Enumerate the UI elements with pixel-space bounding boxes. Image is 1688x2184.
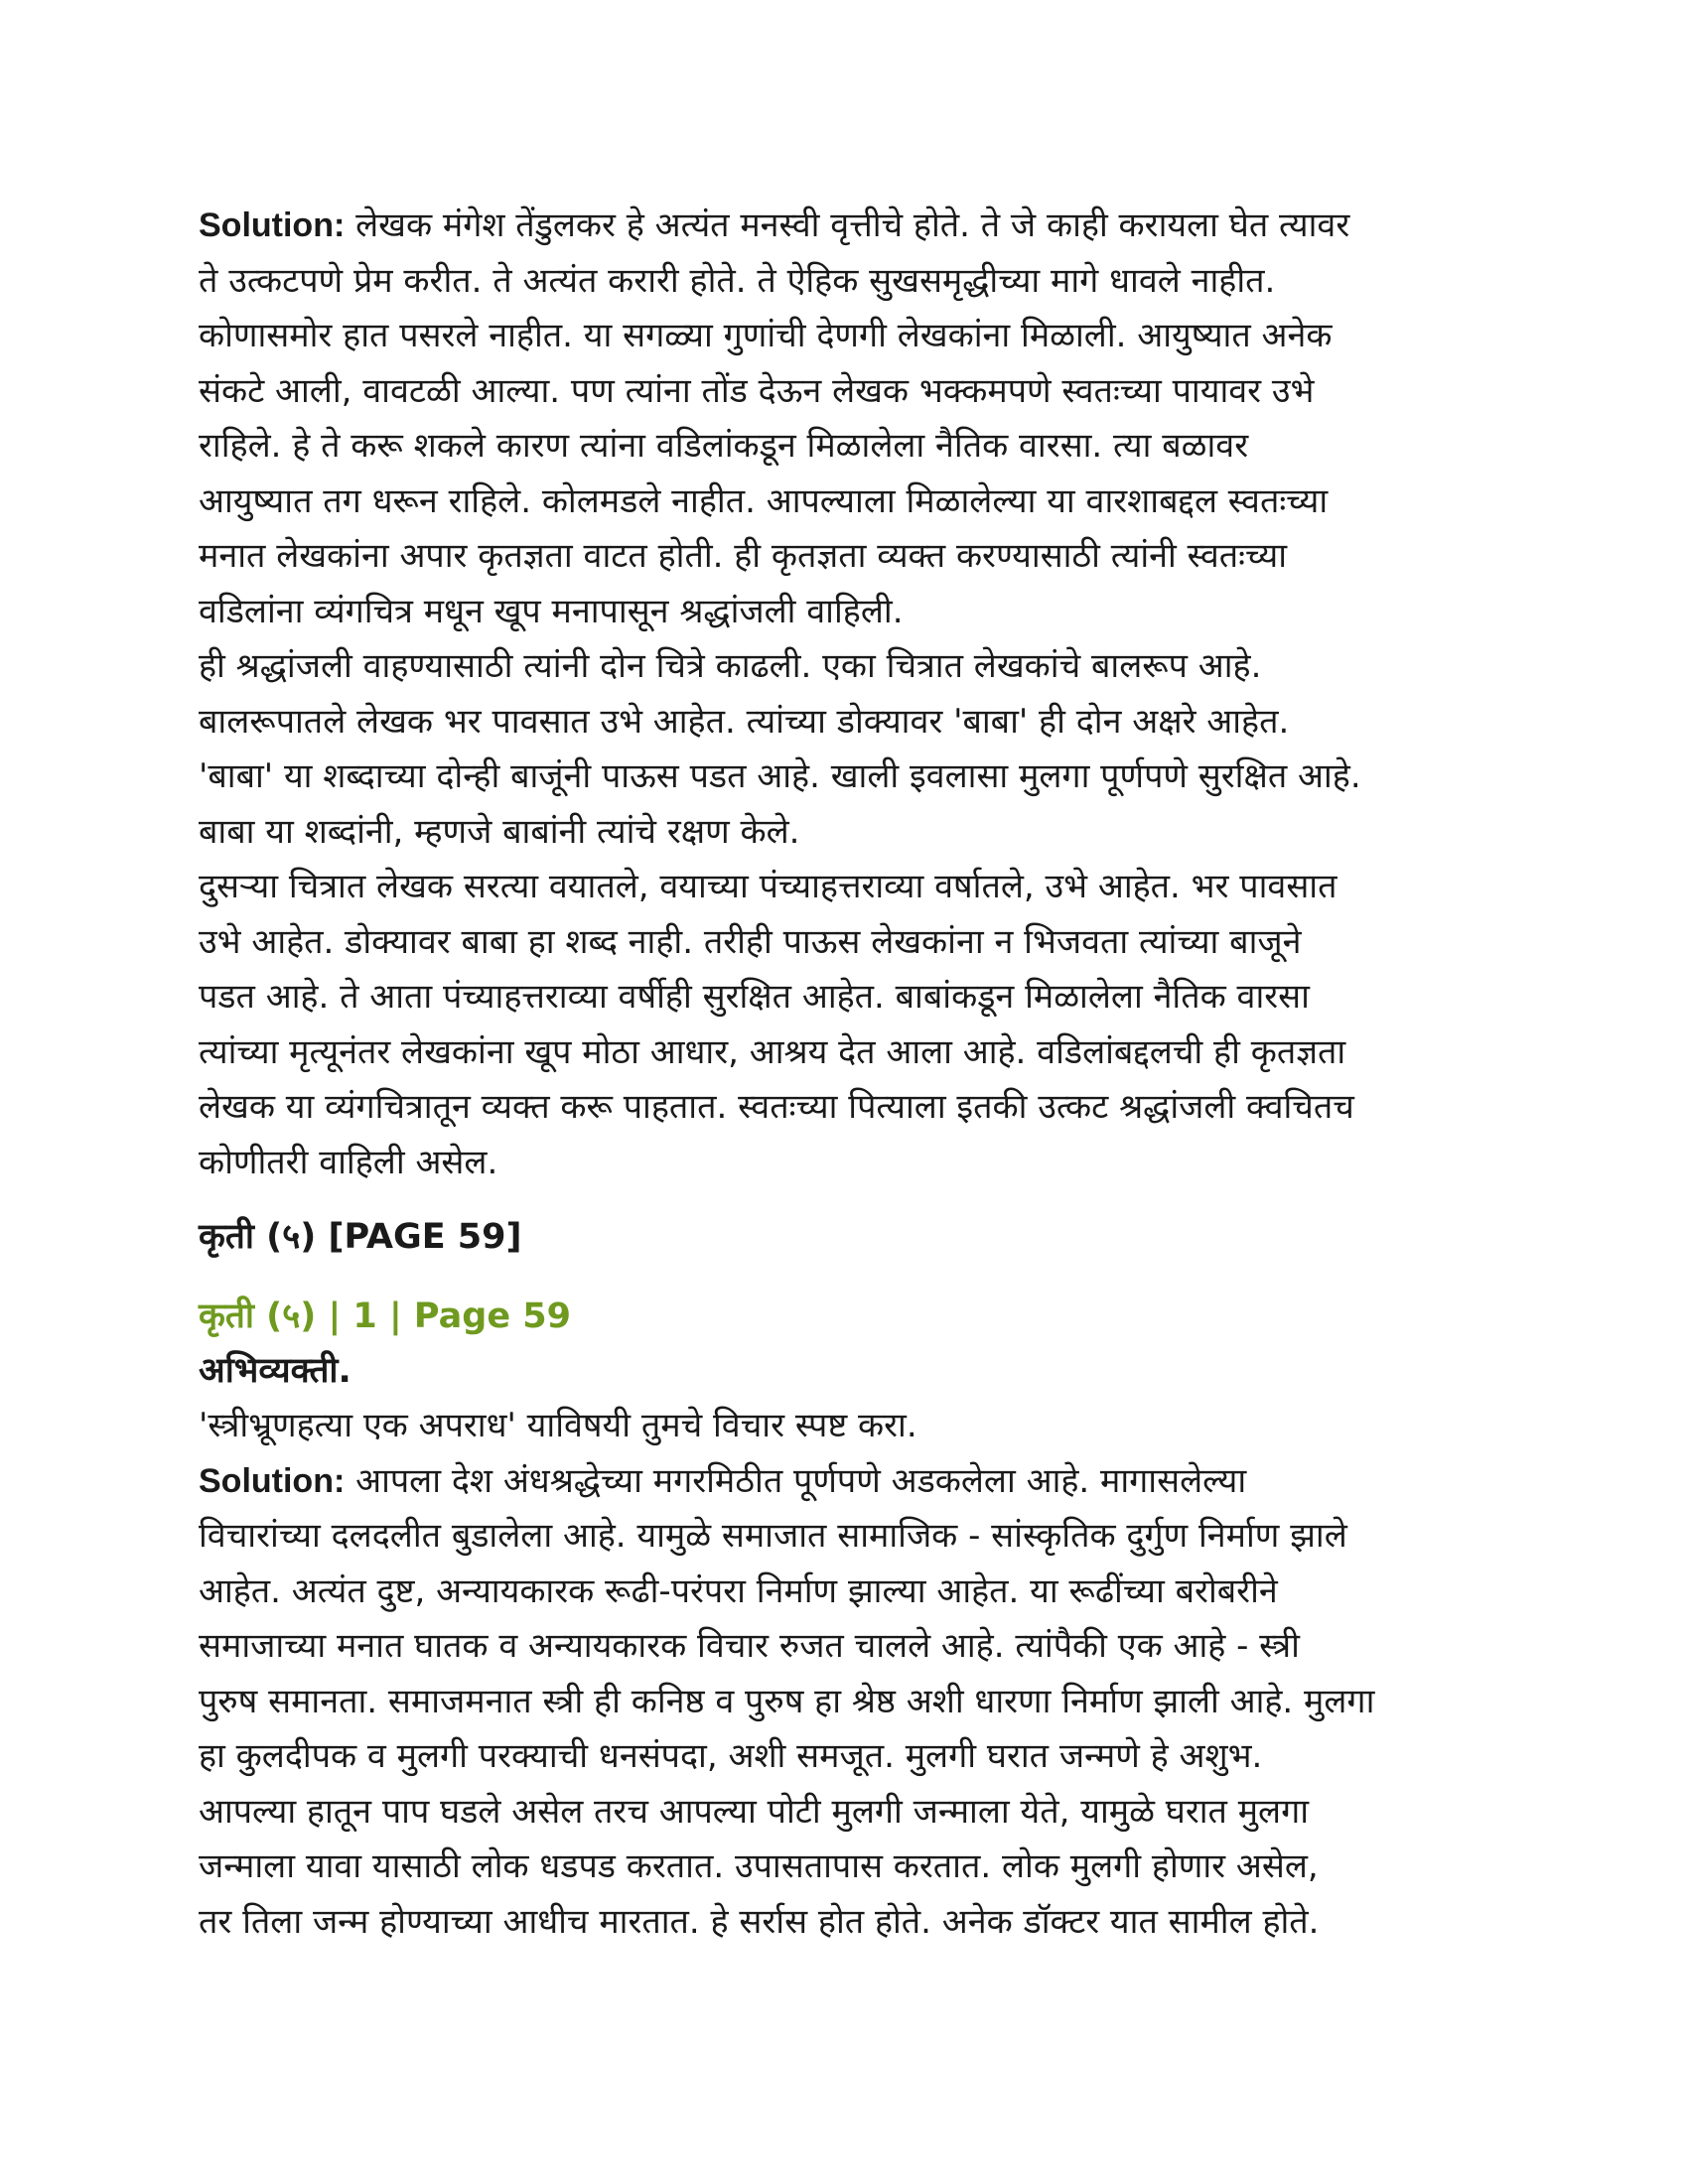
section-title: अभिव्यक्ती.: [199, 1351, 352, 1391]
solution-line: वडिलांना व्यंगचित्र मधून खूप मनापासून श्रद्धांजली वाहिली.: [199, 591, 904, 631]
solution-line: राहिले. हे ते करू शकले कारण त्यांना वडिलांकडून मिळालेला नैतिक वारसा. त्या बळावर: [199, 426, 1249, 466]
sub-heading: कृती (५) | 1 | Page 59: [199, 1297, 571, 1336]
solution-line: पुरुष समानता. समाजमनात स्त्री ही कनिष्ठ व पुरुष हा श्रेष्ठ अशी धारणा निर्माण झाली आहे. मुलगा: [199, 1681, 1375, 1721]
solution-line: समाजाच्या मनात घातक व अन्यायकारक विचार रुजत चालले आहे. त्यांपैकी एक आहे - स्त्री: [199, 1626, 1300, 1666]
solution-line: त्यांच्या मृत्यूनंतर लेखकांना खूप मोठा आधार, आश्रय देत आला आहे. वडिलांबद्दलची ही कृतज्ञता: [199, 1031, 1346, 1072]
section-heading: कृती (५) [PAGE 59]: [199, 1217, 522, 1257]
solution-line: 'बाबा' या शब्दाच्या दोन्ही बाजूंनी पाऊस पडत आहे. खाली इवलासा मुलगा पूर्णपणे सुरक्षित आहे.: [199, 756, 1361, 796]
solution-line: लेखक मंगेश तेंडुलकर हे अत्यंत मनस्वी वृत्तीचे होते. ते जे काही करायला घेत त्यावर: [355, 205, 1350, 245]
solution-line: विचारांच्या दलदलीत बुडालेला आहे. यामुळे समाजात सामाजिक - सांस्कृतिक दुर्गुण निर्माण झाले: [199, 1516, 1347, 1556]
solution-line: बाबा या शब्दांनी, म्हणजे बाबांनी त्यांचे रक्षण केले.: [199, 811, 800, 852]
solution-line: आपला देश अंधश्रद्धेच्या मगरमिठीत पूर्णपणे अडकलेला आहे. मागासलेल्या: [355, 1460, 1247, 1501]
solution-line: हा कुलदीपक व मुलगी परक्याची धनसंपदा, अशी समजूत. मुलगी घरात जन्मणे हे अशुभ.: [199, 1736, 1263, 1776]
solution-line: आहेत. अत्यंत दुष्ट, अन्यायकारक रूढी-परंपरा निर्माण झाल्या आहेत. या रूढींच्या बरोबरीने: [199, 1570, 1278, 1611]
solution-line: आयुष्यात तग धरून राहिले. कोलमडले नाहीत. आपल्याला मिळालेल्या या वारशाबद्दल स्वतःच्या: [199, 480, 1329, 521]
solution-paragraph-1: [199, 199, 1489, 1190]
solution-line: पडत आहे. ते आता पंच्याहत्तराव्या वर्षीही सुरक्षित आहेत. बाबांकडून मिळालेला नैतिक वारसा: [199, 977, 1310, 1017]
solution-line: कोणासमोर हात पसरले नाहीत. या सगळ्या गुणांची देणगी लेखकांना मिळाली. आयुष्यात अनेक: [199, 316, 1333, 355]
solution-line: कोणीतरी वाहिली असेल.: [199, 1142, 498, 1182]
solution-line: उभे आहेत. डोक्यावर बाबा हा शब्द नाही. तरीही पाऊस लेखकांना न भिजवता त्यांच्या बाजूने: [199, 921, 1302, 962]
solution-line: तर तिला जन्म होण्याच्या आधीच मारतात. हे सर्रास होत होते. अनेक डॉक्टर यात सामील होते.: [199, 1901, 1320, 1942]
solution-paragraph-2: [199, 1454, 1489, 1951]
solution-line: जन्माला यावा यासाठी लोक धडपड करतात. उपासतापास करतात. लोक मुलगी होणार असेल,: [199, 1846, 1319, 1886]
solution-line: लेखक या व्यंगचित्रातून व्यक्त करू पाहतात. स्वतःच्या पित्याला इतकी उत्कट श्रद्धांजली क्वचितच: [199, 1087, 1354, 1127]
solution-line: बालरूपातले लेखक भर पावसात उभे आहेत. त्यांच्या डोक्यावर 'बाबा' ही दोन अक्षरे आहेत.: [199, 701, 1290, 742]
solution-label: Solution:: [199, 206, 346, 244]
document-page: [199, 199, 1489, 1950]
solution-line: दुसऱ्या चित्रात लेखक सरत्या वयातले, वयाच्या पंच्याहत्तराव्या वर्षातले, उभे आहेत. भर पावसात: [199, 867, 1337, 906]
question-text: 'स्त्रीभ्रूणहत्या एक अपराध' याविषयी तुमचे विचार स्पष्ट करा.: [199, 1406, 917, 1445]
solution-line: मनात लेखकांना अपार कृतज्ञता वाटत होती. ही कृतज्ञता व्यक्त करण्यासाठी त्यांनी स्वतःच्या: [199, 536, 1288, 576]
solution-line: संकटे आली, वावटळी आल्या. पण त्यांना तोंड देऊन लेखक भक्कमपणे स्वतःच्या पायावर उभे: [199, 370, 1315, 411]
solution-line: आपल्या हातून पाप घडले असेल तरच आपल्या पोटी मुलगी जन्माला येते, यामुळे घरात मुलगा: [199, 1791, 1310, 1832]
solution-line: ही श्रद्धांजली वाहण्यासाठी त्यांनी दोन चित्रे काढली. एका चित्रात लेखकांचे बालरूप आहे.: [199, 646, 1262, 686]
solution-label: Solution:: [199, 1461, 346, 1500]
solution-line: ते उत्कटपणे प्रेम करीत. ते अत्यंत करारी होते. ते ऐहिक सुखसमृद्धीच्या मागे धावले नाहीत.: [199, 260, 1276, 301]
